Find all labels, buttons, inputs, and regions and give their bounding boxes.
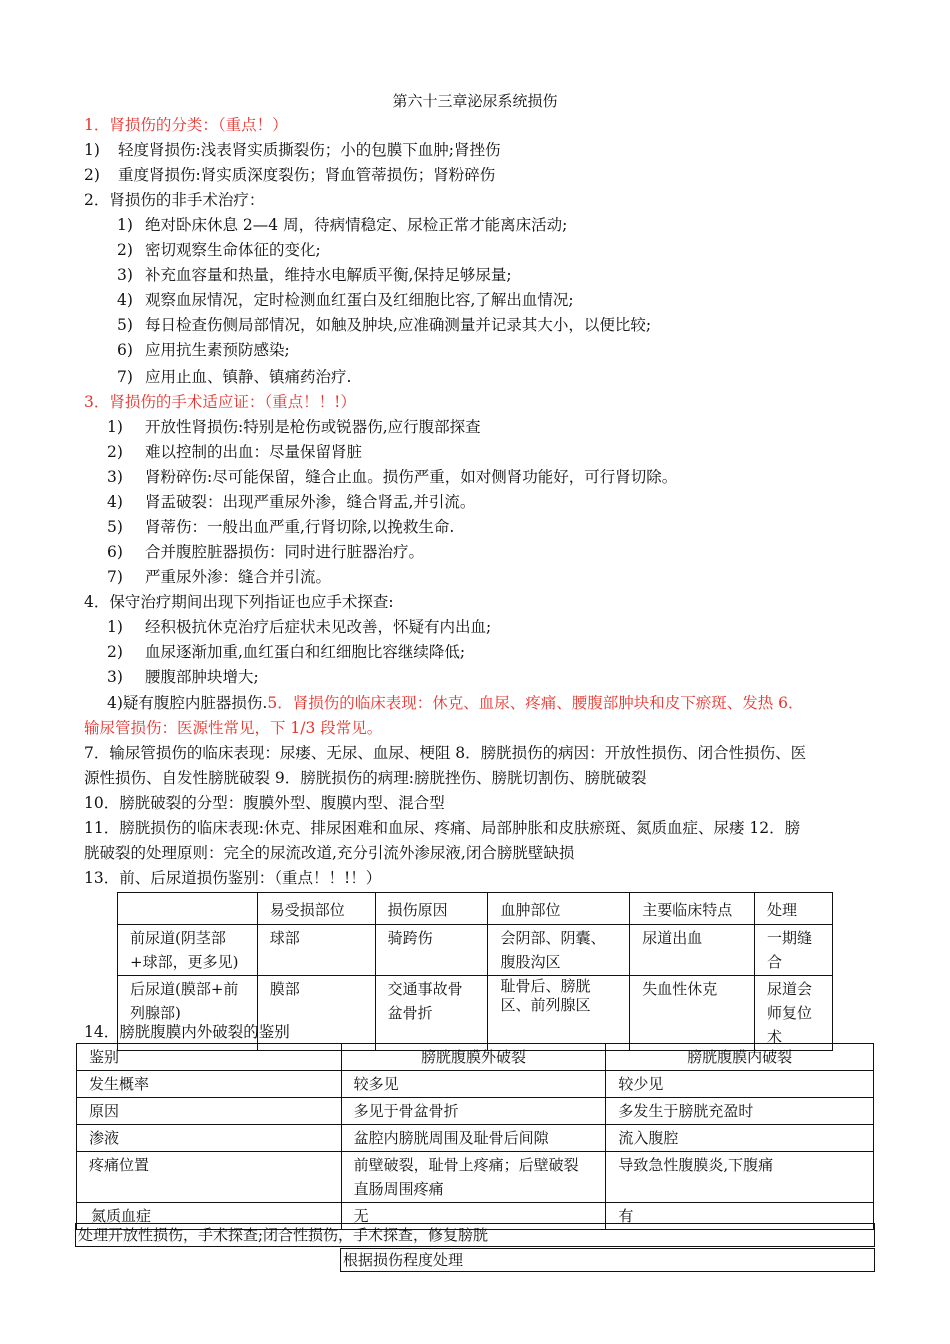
table-row	[77, 1152, 874, 1203]
table-header-row	[77, 1044, 874, 1071]
treatment-row-left: 处理开放性损伤，手术探查;闭合性损伤，手术探查，修复膀胱	[75, 1223, 875, 1247]
table-header-cell: 主要临床特点	[630, 893, 755, 925]
table-cell: 失血性休克	[630, 976, 755, 1051]
section-2-heading: 2．肾损伤的非手术治疗：	[84, 191, 265, 209]
section-3-heading: 3．肾损伤的手术适应证：（重点！！!）	[84, 393, 356, 411]
table-cell: 流入腹腔	[606, 1125, 874, 1152]
list-item: 3) 腰腹部肿块增大;	[107, 668, 259, 686]
table-cell: 盆腔内膀胱周围及耻骨后间隙	[341, 1125, 606, 1152]
table-cell: 一期缝合	[755, 925, 833, 976]
table-cell: 球部	[257, 925, 375, 976]
table-cell: 导致急性腹膜炎,下腹痛	[606, 1152, 874, 1203]
table-cell: 耻骨后、膀胱区、前列腺区	[488, 976, 630, 1051]
list-item: 7) 严重尿外渗：缝合并引流。	[107, 568, 332, 586]
list-item: 2) 难以控制的出血：尽量保留肾脏	[107, 443, 363, 461]
list-item: 4) 肾盂破裂：出现严重尿外渗，缝合肾盂,并引流。	[107, 493, 476, 511]
section-7-line-1: 7．输尿管损伤的临床表现：尿瘘、无尿、血尿、梗阻 8．膀胱损伤的病因：开放性损伤、闭合性损伤、医	[84, 744, 807, 762]
table-cell: 疼痛位置	[77, 1152, 342, 1203]
table-cell: 多发生于膀胱充盈时	[606, 1098, 874, 1125]
list-item: 1) 轻度肾损伤:浅表肾实质撕裂伤；小的包膜下血肿;肾挫伤	[84, 141, 501, 159]
list-item: 2) 重度肾损伤:肾实质深度裂伤；肾血管蒂损伤；肾粉碎伤	[84, 166, 496, 184]
list-item: 4) 观察血尿情况，定时检测血红蛋白及红细胞比容,了解出血情况;	[117, 291, 574, 309]
table-cell: 交通事故骨盆骨折	[375, 976, 488, 1051]
list-item: 7) 应用止血、镇静、镇痛药治疗.	[117, 368, 352, 386]
list-item: 2) 密切观察生命体征的变化;	[117, 241, 321, 259]
section-13-heading: 13．前、后尿道损伤鉴别：（重点！！!！）	[84, 869, 382, 887]
table-cell: 前壁破裂，耻骨上疼痛；后壁破裂直肠周围疼痛	[341, 1152, 606, 1203]
list-item: 5) 肾蒂伤：一般出血严重,行肾切除,以挽救生命.	[107, 518, 455, 536]
list-item: 6) 合并腹腔脏器损伤：同时进行脏器治疗。	[107, 543, 425, 561]
table-header-cell	[118, 893, 258, 925]
table-row	[77, 1125, 874, 1152]
table-header-cell: 易受损部位	[257, 893, 375, 925]
list-item: 2) 血尿逐渐加重,血红蛋白和红细胞比容继续降低;	[107, 643, 466, 661]
table-cell: 渗液	[77, 1125, 342, 1152]
table-cell: 骑跨伤	[375, 925, 488, 976]
table-cell: 氮质血症	[77, 1203, 342, 1230]
table-header-cell: 膀胱腹膜内破裂	[606, 1044, 874, 1071]
section-10: 10．膀胱破裂的分型：腹膜外型、腹膜内型、混合型	[84, 794, 445, 812]
table-header-cell: 血肿部位	[488, 893, 630, 925]
treatment-row-right: 根据损伤程度处理	[340, 1248, 875, 1272]
section-11-line-2: 胱破裂的处理原则：完全的尿流改道,充分引流外渗尿液,闭合膀胱壁缺损	[84, 844, 575, 862]
table-row	[77, 1071, 874, 1098]
table-header-cell: 处理	[755, 893, 833, 925]
section-1-heading: 1．肾损伤的分类：（重点！）	[84, 116, 288, 134]
section-11-line-1: 11．膀胱损伤的临床表现:休克、排尿困难和血尿、疼痛、局部肿胀和皮肤瘀斑、氮质血症、尿瘘 12．膀	[84, 819, 801, 837]
table-cell: 有	[606, 1203, 874, 1230]
table-cell: 发生概率	[77, 1071, 342, 1098]
table-cell: 尿道出血	[630, 925, 755, 976]
table-row	[118, 925, 833, 976]
page-title: 第六十三章泌尿系统损伤	[392, 92, 558, 110]
list-item: 1) 经积极抗休克治疗后症状未见改善，怀疑有内出血;	[107, 618, 492, 636]
table-cell: 无	[341, 1203, 606, 1230]
table-cell: 膜部	[257, 976, 375, 1051]
list-item: 3) 肾粉碎伤:尽可能保留，缝合止血。损伤严重，如对侧肾功能好，可行肾切除。	[107, 468, 678, 486]
section-4-heading: 4．保守治疗期间出现下列指证也应手术探查:	[84, 593, 394, 611]
table-row	[77, 1098, 874, 1125]
table-cell: 尿道会师复位术	[755, 976, 833, 1051]
list-item: 3) 补充血容量和热量，维持水电解质平衡,保持足够尿量;	[117, 266, 512, 284]
table-cell: 较少见	[606, 1071, 874, 1098]
table-header-cell: 鉴别	[77, 1044, 342, 1071]
list-item: 5) 每日检查伤侧局部情况，如触及肿块,应准确测量并记录其大小，以便比较;	[117, 316, 652, 334]
section-14-heading: 14．膀胱腹膜内外破裂的鉴别	[84, 1023, 290, 1041]
section-7-line-2: 源性损伤、自发性膀胱破裂 9．膀胱损伤的病理:膀胱挫伤、膀胱切割伤、膀胱破裂	[84, 769, 647, 787]
table-cell: 后尿道(膜部+前列腺部)	[118, 976, 258, 1051]
bladder-rupture-table	[76, 1043, 874, 1230]
list-item: 1) 开放性肾损伤:特别是枪伤或锐器伤,应行腹部探查	[107, 418, 481, 436]
list-item-mixed: 4)疑有腹腔内脏器损伤.5．肾损伤的临床表现：休克、血尿、疼痛、腰腹部肿块和皮下瘀斑、发热 6．	[107, 694, 804, 712]
table-header-row	[118, 893, 833, 925]
table-cell: 多见于骨盆骨折	[341, 1098, 606, 1125]
table-cell: 会阴部、阴囊、腹股沟区	[488, 925, 630, 976]
table-cell: 前尿道(阴茎部+球部，更多见)	[118, 925, 258, 976]
table-header-cell: 损伤原因	[375, 893, 488, 925]
list-item: 1) 绝对卧床休息 2—4 周，待病情稳定、尿检正常才能离床活动;	[117, 216, 568, 234]
table-cell: 原因	[77, 1098, 342, 1125]
table-header-cell: 膀胱腹膜外破裂	[341, 1044, 606, 1071]
table-cell: 较多见	[341, 1071, 606, 1098]
list-item: 6) 应用抗生素预防感染;	[117, 341, 290, 359]
section-6-red: 输尿管损伤：医源性常见，下 1/3 段常见。	[84, 719, 383, 737]
